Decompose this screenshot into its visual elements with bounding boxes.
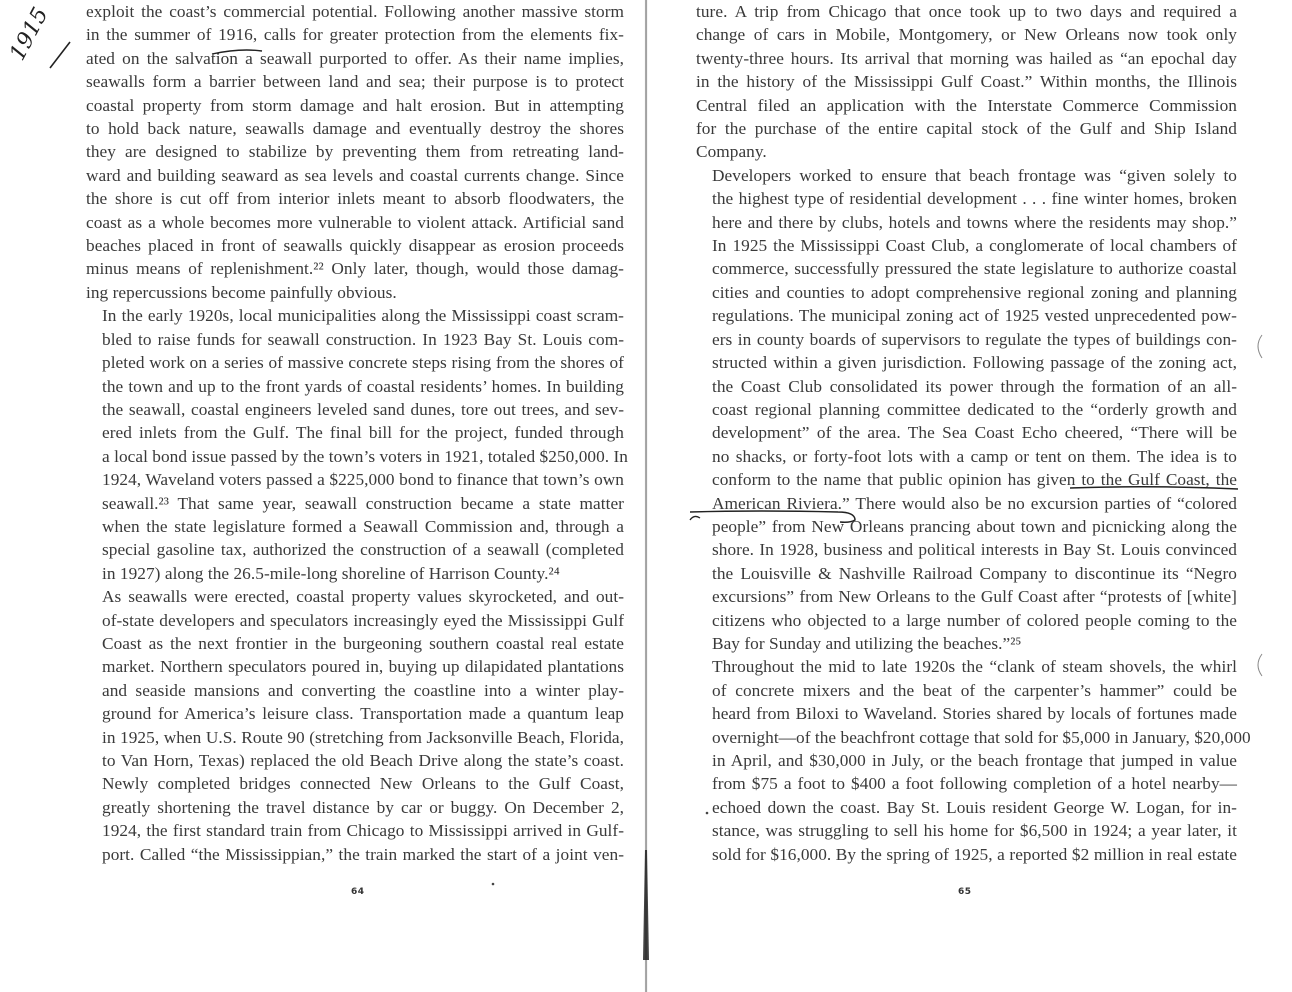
left-paragraph-3: [86, 585, 624, 866]
text-line: in 1927) along the 26.5-mile-long shoreline of Harrison County.²⁴: [102, 563, 560, 583]
text-line: heard from Biloxi to Waveland. Stories shared by locals of fortunes made: [712, 704, 1237, 724]
text-line: ers in county boards of supervisors to regulate the types of buildings con-: [712, 329, 1237, 349]
text-line: Central filed an application with the Interstate Commerce Commission: [696, 95, 1237, 115]
text-line: development” of the area. The Sea Coast Echo cheered, “There will be: [712, 423, 1237, 443]
text-line: bled to raise funds for seawall construction. In 1923 Bay St. Louis com-: [102, 329, 624, 349]
text-line: to Van Horn, Texas) replaced the old Beach Drive along the state’s coast.: [102, 751, 624, 770]
text-line: in the history of the Mississippi Gulf Coast.” Within months, the Illinois: [696, 72, 1237, 92]
left-paragraph-2: [86, 304, 628, 585]
right-margin-mark: [1258, 654, 1262, 676]
text-line: sold for $16,000. By the spring of 1925, a reported $2 million in real estate: [712, 844, 1237, 864]
text-line: of-state developers and speculators increasingly eyed the Mississippi Gulf: [102, 610, 624, 630]
text-line: ing repercussions become painfully obvious.: [86, 282, 397, 302]
stray-dot: [492, 883, 495, 886]
text-line: Coast as the next frontier in the burgeoning southern coastal real estate: [102, 633, 624, 653]
text-line: people” from New Orleans prancing about town and picnicking along the: [712, 516, 1237, 536]
right-paragraph-3: [696, 655, 1251, 866]
text-line: a local bond issue passed by the town’s voters in 1921, totaled $250,000. In: [102, 446, 628, 466]
text-line: in April, and $30,000 in July, or the beach frontage that jumped in value: [712, 751, 1237, 770]
text-line: 1924, the first standard train from Chicago to Mississippi arrived in Gulf-: [102, 821, 624, 841]
right-page: [696, 0, 1251, 866]
text-line: structed within a given jurisdiction. Following passage of the zoning act,: [712, 353, 1237, 373]
svg-text:1915: 1915: [5, 3, 54, 65]
text-line: the highest type of residential development . . . fine winter homes, broken: [712, 189, 1237, 209]
text-line: no shacks, or forty-foot lots with a camp or tent on them. The idea is to: [712, 446, 1237, 466]
left-page-number: 64: [351, 887, 365, 897]
text-line: echoed down the coast. Bay St. Louis resident George W. Logan, for in-: [712, 797, 1237, 817]
text-line: in the summer of 1916, calls for greater protection from the elements fix-: [86, 25, 624, 45]
text-line: ated on the salvation a seawall purported to offer. As their name implies,: [86, 48, 624, 68]
text-line: Company.: [696, 142, 767, 162]
text-line: commerce, successfully pressured the state legislature to authorize coastal: [712, 259, 1237, 279]
text-line: for the purchase of the entire capital stock of the Gulf and Ship Island: [696, 119, 1237, 139]
text-line: citizens who objected to a large number of colored people coming to the: [712, 610, 1237, 630]
text-line: seawall.²³ That same year, seawall construction became a state matter: [102, 493, 624, 513]
text-line: special gasoline tax, authorized the construction of a seawall (completed: [102, 540, 624, 560]
text-line: conform to the name that public opinion has given to the Gulf Coast, the: [712, 470, 1237, 490]
text-line: twenty-three hours. Its arrival that morning was hailed as “an epochal day: [696, 48, 1237, 68]
text-line: they are designed to stabilize by preventing them from retreating land-: [86, 142, 624, 162]
right-margin-mark: [1258, 335, 1262, 358]
margin-note-slash: [50, 42, 70, 68]
text-line: here and there by clubs, hotels and towns where the residents may shop.”: [712, 212, 1237, 232]
text-line: the shore is cut off from interior inlets meant to absorb floodwaters, the: [86, 189, 624, 209]
text-line: exploit the coast’s commercial potential. Following another massive storm: [86, 2, 624, 21]
text-line: Developers worked to ensure that beach frontage was “given solely to: [712, 165, 1237, 185]
text-line: American Riviera.” There would also be no excursion parties of “colored: [712, 493, 1237, 513]
text-line: coast regional planning committee dedicated to the “orderly growth and: [712, 399, 1237, 419]
right-paragraph-1: [696, 0, 1237, 164]
text-line: overnight—of the beachfront cottage that sold for $5,000 in January, $20,000: [712, 727, 1251, 747]
text-line: 1924, Waveland voters passed a $225,000 bond to finance that town’s own: [102, 470, 624, 490]
text-line: the Louisville & Nashville Railroad Company to discontinue its “Negro: [712, 563, 1237, 583]
margin-note-1915: [5, 4, 53, 65]
text-line: of concrete mixers and the beat of the carpenter’s hammer” could be: [712, 680, 1237, 700]
text-line: stance, was struggling to sell his home for $6,500 in 1924; a year later, it: [712, 821, 1237, 841]
text-line: Throughout the mid to late 1920s the “clank of steam shovels, the whirl: [712, 657, 1237, 677]
text-line: port. Called “the Mississippian,” the train marked the start of a joint ven-: [102, 844, 624, 864]
left-paragraph-1: [86, 0, 624, 304]
text-line: seawalls form a barrier between land and sea; their purpose is to protect: [86, 72, 624, 92]
right-page-number: 65: [958, 887, 972, 897]
text-line: minus means of replenishment.²² Only later, though, would those damag-: [86, 259, 624, 279]
text-line: Bay for Sunday and utilizing the beaches.”²⁵: [712, 633, 1022, 653]
text-line: coast as a whole becomes more vulnerable to violent attack. Artificial sand: [86, 212, 624, 232]
text-line: Newly completed bridges connected New Orleans to the Gulf Coast,: [102, 774, 624, 794]
text-line: excursions” from New Orleans to the Gulf Coast after “protests of [white]: [712, 587, 1237, 607]
text-line: In the early 1920s, local municipalities along the Mississippi coast scram-: [102, 306, 624, 326]
text-line: market. Northern speculators poured in, buying up dilapidated plantations: [102, 657, 624, 677]
text-line: beaches placed in front of seawalls quickly disappear as erosion proceeds: [86, 236, 624, 256]
text-line: the Coast Club consolidated its power through the formation of an all-: [712, 376, 1237, 396]
text-line: shore. In 1928, business and political interests in Bay St. Louis convinced: [712, 540, 1237, 560]
text-line: regulations. The municipal zoning act of 1925 vested unprecedented pow-: [712, 306, 1237, 326]
left-page: [86, 0, 628, 866]
text-line: ered inlets from the Gulf. The final bill for the project, funded through: [102, 423, 624, 443]
text-line: and seaside mansions and converting the coastline into a winter play-: [102, 680, 624, 700]
text-line: coastal property from storm damage and halt erosion. But in attempting: [86, 95, 624, 115]
text-line: In 1925 the Mississippi Coast Club, a conglomerate of local chambers of: [712, 236, 1237, 256]
text-line: to hold back nature, seawalls damage and eventually destroy the shores: [86, 119, 624, 139]
text-line: from $75 a foot to $400 a foot following completion of a hotel nearby—: [712, 774, 1237, 794]
text-line: As seawalls were erected, coastal property values skyrocketed, and out-: [102, 587, 624, 607]
text-line: ground for America’s leisure class. Transportation made a quantum leap: [102, 704, 624, 724]
text-line: in 1925, when U.S. Route 90 (stretching from Jacksonville Beach, Florida,: [102, 727, 624, 747]
text-line: change of cars in Mobile, Montgomery, or New Orleans now took only: [696, 25, 1237, 45]
text-line: ward and building seaward as sea levels and coastal currents change. Since: [86, 165, 624, 185]
text-line: greatly shortening the travel distance by car or buggy. On December 2,: [102, 797, 624, 817]
text-line: the town and up to the front yards of coastal residents’ homes. In building: [102, 376, 624, 396]
text-line: when the state legislature formed a Seawall Commission and, through a: [102, 516, 624, 536]
right-paragraph-2: [696, 164, 1237, 656]
book-gutter-shadow: [636, 0, 656, 992]
text-line: cities and counties to adopt comprehensive regional zoning and planning: [712, 282, 1237, 302]
text-line: the seawall, coastal engineers leveled sand dunes, tore out trees, and sev-: [102, 399, 624, 419]
text-line: pleted work on a series of massive concrete steps rising from the shores of: [102, 353, 624, 373]
text-line: ture. A trip from Chicago that once took up to two days and required a: [696, 2, 1237, 21]
